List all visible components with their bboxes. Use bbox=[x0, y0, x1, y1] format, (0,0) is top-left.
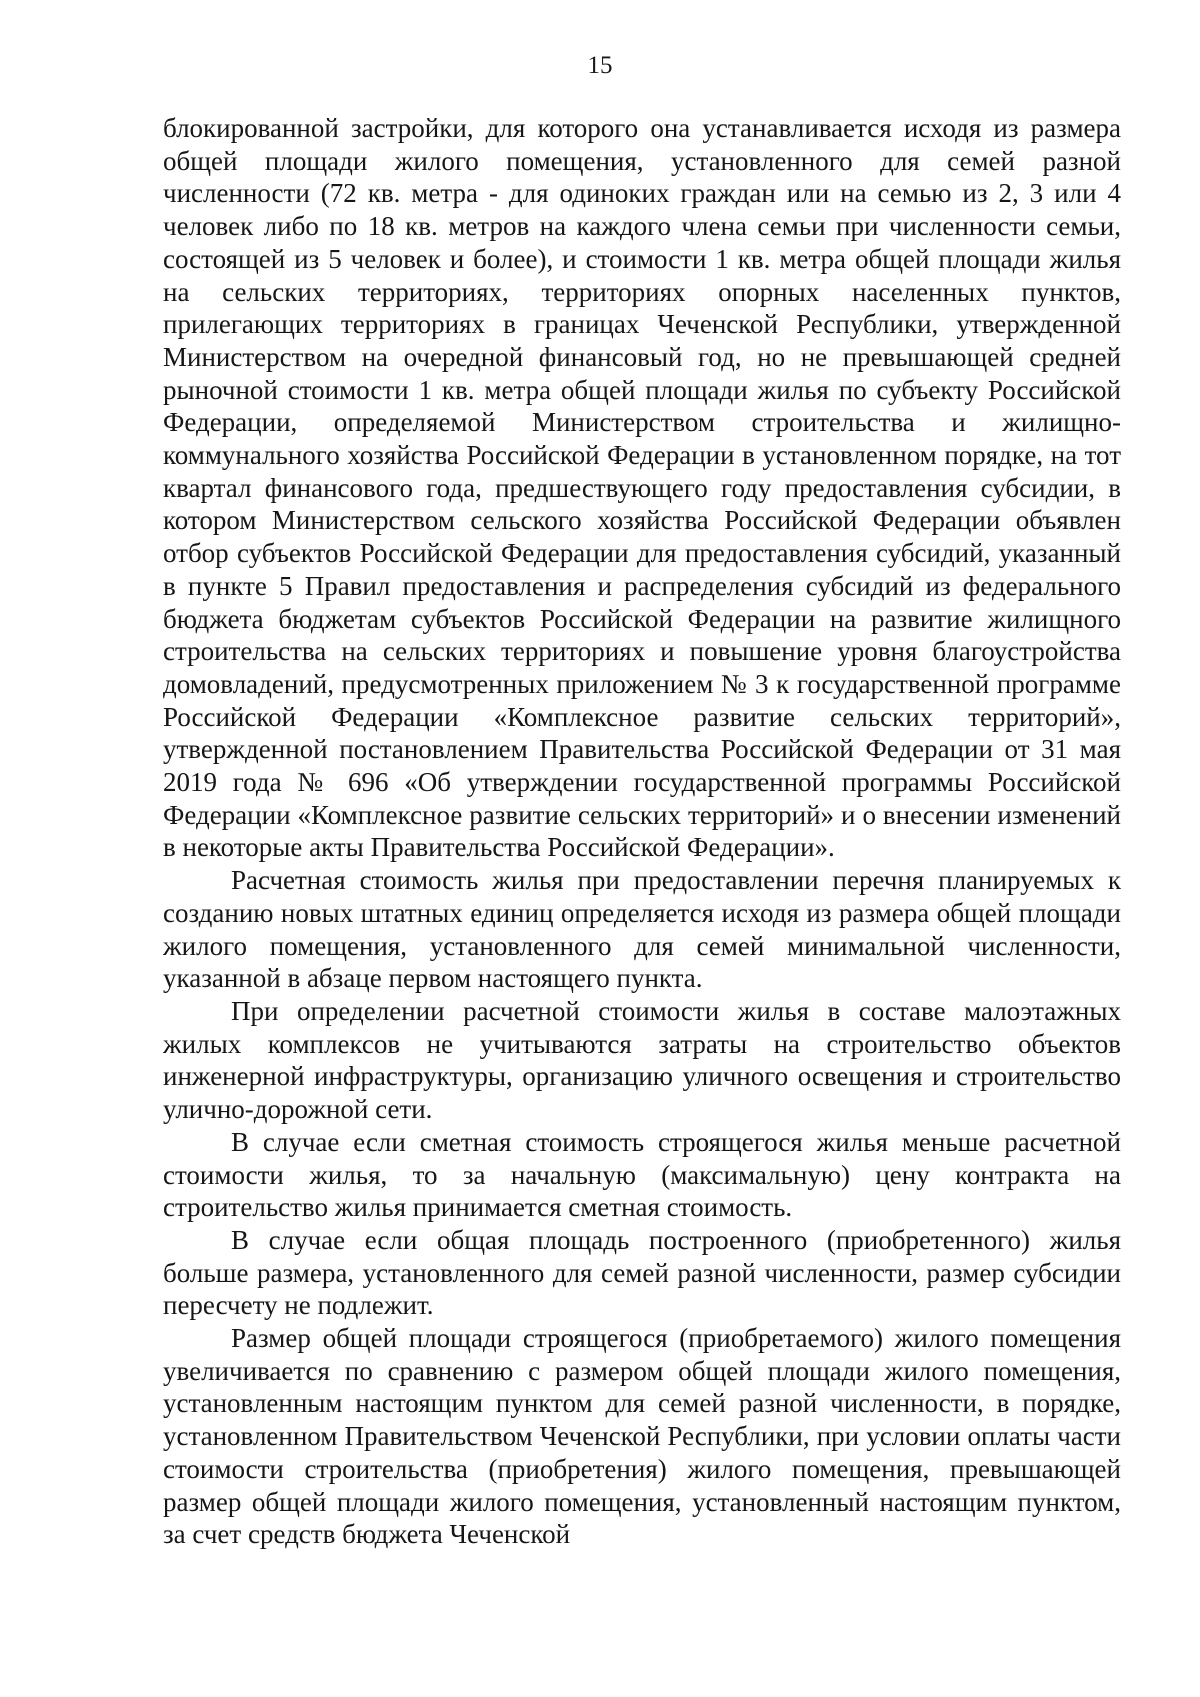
paragraph-4: В случае если сметная стоимость строящегося жилья меньше расчетной стоимости жилья, то за начальную (максимальную) цену контракта на строительство жилья принимается сметная стоимость. bbox=[163, 1126, 1121, 1223]
paragraph-5: В случае если общая площадь построенного (приобретенного) жилья больше размера, установленного для семей разной численности, размер субсидии пересчету не подлежит. bbox=[163, 1224, 1121, 1321]
page-number: 15 bbox=[587, 52, 613, 79]
paragraph-6: Размер общей площади строящегося (приобретаемого) жилого помещения увеличивается по сравнению с размером общей площади жилого помещения, установленным настоящим пунктом для семей разной численности, в порядке, установленном Правительством Чеченской Республики, при условии оплаты части стоимости строительства (приобретения) жилого помещения, превышающей размер общей площади жилого помещения, установленный настоящим пунктом, за счет средств бюджета Чеченской bbox=[163, 1323, 1121, 1550]
paragraph-2: Расчетная стоимость жилья при предоставлении перечня планируемых к созданию новых штатных единиц определяется исходя из размера общей площади жилого помещения, установленного для семей минимальной численности, указанной в абзаце первом настоящего пункта. bbox=[163, 865, 1121, 994]
paragraph-3: При определении расчетной стоимости жилья в составе малоэтажных жилых комплексов не учитываются затраты на строительство объектов инженерной инфраструктуры, организацию уличного освещения и строительство улично-дорожной сети. bbox=[163, 995, 1121, 1125]
document-body bbox=[163, 112, 1121, 1551]
paragraph-1: блокированной застройки, для которого она устанавливается исходя из размера общей площади жилого помещения, установленного для семей разной численности (72 кв. метра - для одиноких граждан или на семью из 2, 3 или 4 человек либо по 18 кв. метров на каждого члена семьи при численности семьи, состоящей из 5 человек и более), и стоимости 1 кв. метра общей площади жилья на сельских территориях, территориях опорных населенных пунктов, прилегающих территориях в границах Чеченской Республики, утвержденной Министерством на очередной финансовый год, но не превышающей средней рыночной стоимости 1 кв. метра общей площади жилья по субъекту Российской Федерации, определяемой Министерством строительства и жилищно-коммунального хозяйства Российской Федерации в установленном порядке, на тот квартал финансового года, предшествующего году предоставления субсидии, в котором Министерством сельского хозяйства Российской Федерации объявлен отбор субъектов Российской Федерации для предоставления субсидий, указанный в пункте 5 Правил предоставления и распределения субсидий из федерального бюджета бюджетам субъектов Российской Федерации на развитие жилищного строительства на сельских территориях и повышение уровня благоустройства домовладений, предусмотренных приложением № 3 к государственной программе Российской Федерации «Комплексное развитие сельских территорий», утвержденной постановлением Правительства Российской Федерации от 31 мая 2019 года № 696 «Об утверждении государственной программы Российской Федерации «Комплексное развитие сельских территорий» и о внесении изменений в некоторые акты Правительства Российской Федерации». bbox=[163, 113, 1121, 863]
